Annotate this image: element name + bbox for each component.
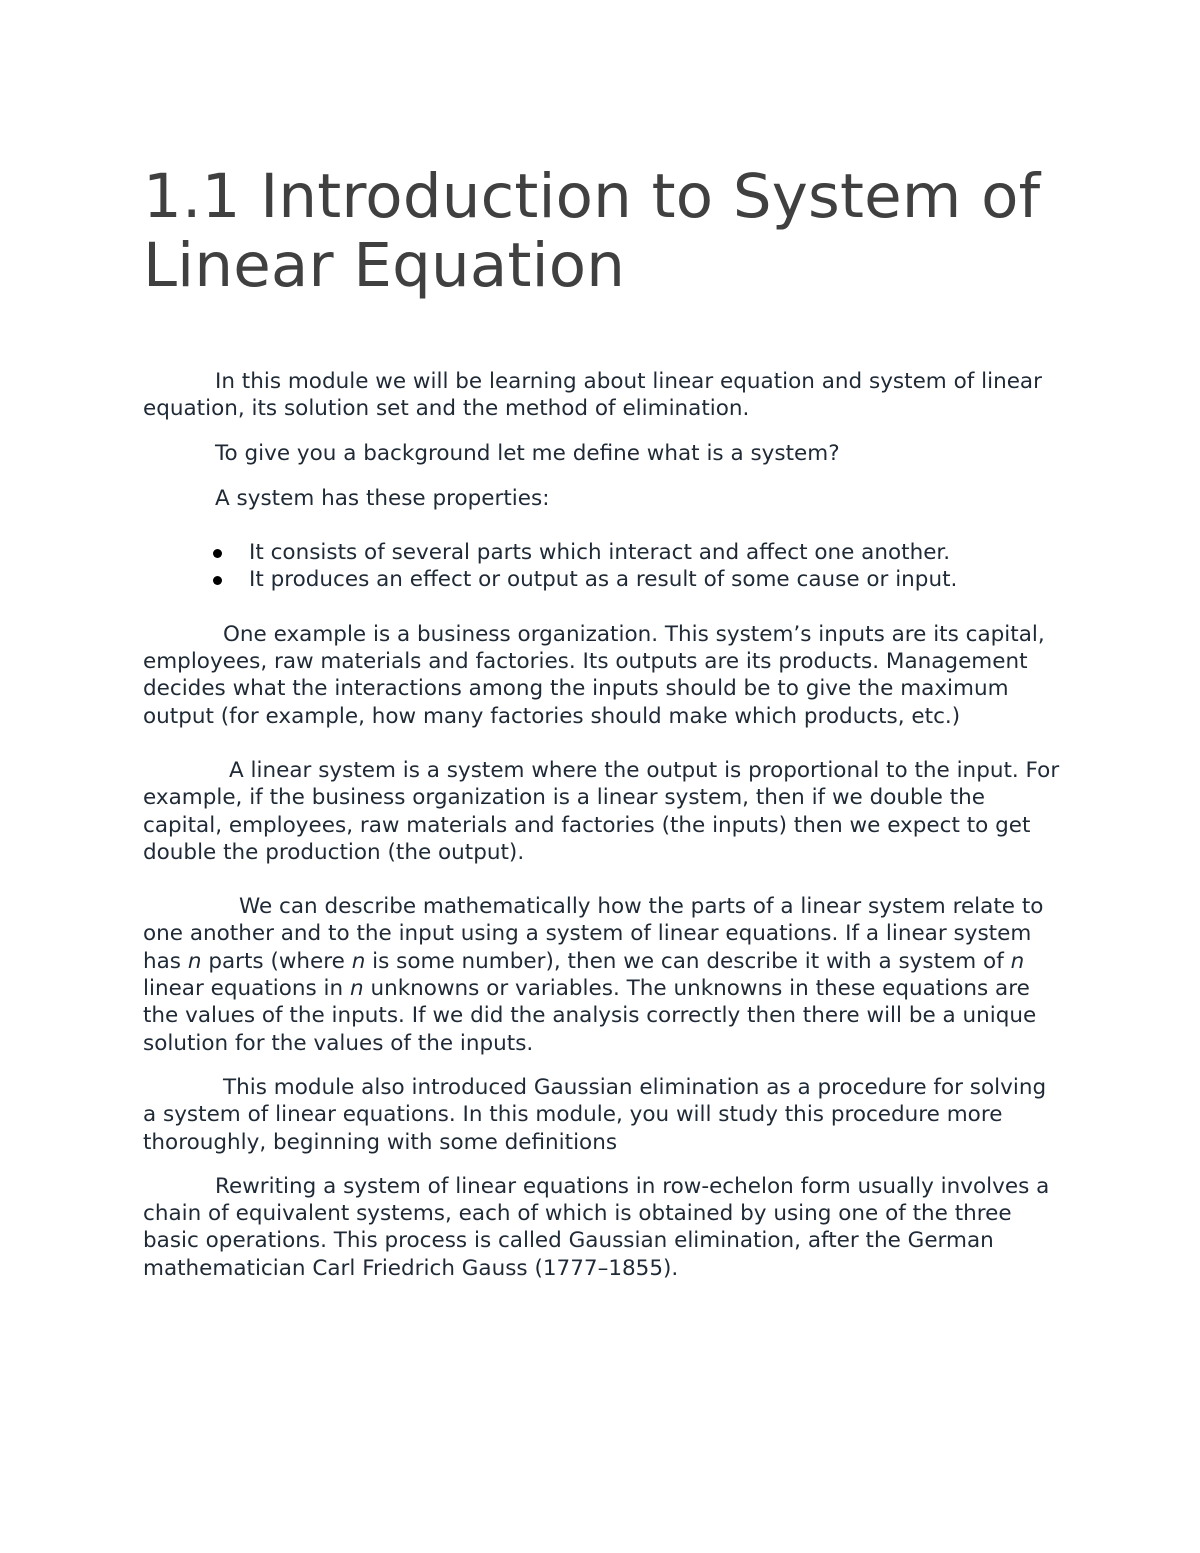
list-item-text: It produces an effect or output as a result of some cause or input. <box>249 567 958 593</box>
gaussian-intro-paragraph: This module also introduced Gaussian elimination as a procedure for solving a system of linear equations. In this module, you will study this procedure more thoroughly, beginning with some definitions <box>143 1074 1047 1155</box>
list-item-text: It consists of several parts which interact and affect one another. <box>249 540 951 566</box>
list-item <box>249 539 1063 566</box>
describe-text-a: We can describe mathematically how the parts of a linear system relate to one another and to the input using a system of linear equations. If a linear system has <box>143 894 1044 974</box>
bullet-icon <box>213 549 222 558</box>
rewriting-paragraph: Rewriting a system of linear equations in row-echelon form usually involves a chain of equivalent systems, each of which is obtained by using one of the three basic operations. This process is called Gaussian elimination, after the German mathematician Carl Friedrich Gauss (1777–1855). <box>143 1173 1050 1281</box>
describe-text-e: unknowns or variables. The unknowns in these equations are the values of the inputs. If we did the analysis correctly then there will be a unique solution for the values of the inputs. <box>143 976 1037 1056</box>
variable-n: n <box>187 948 202 974</box>
variable-n: n <box>349 976 364 1002</box>
background-paragraph: To give you a background let me define what is a system? <box>215 440 840 466</box>
bullet-icon <box>213 576 222 585</box>
page-title: 1.1 Introduction to System of Linear Equation <box>143 161 1041 301</box>
describe-text-c: is some number), then we can describe it with a system of <box>365 948 1011 974</box>
variable-n: n <box>351 948 366 974</box>
intro-paragraph: In this module we will be learning about linear equation and system of linear equation, its solution set and the method of elimination. <box>143 369 1042 422</box>
describe-text-b: parts (where <box>201 948 352 974</box>
document-body <box>143 368 1063 1282</box>
describe-paragraph <box>143 893 1063 1057</box>
example-paragraph: One example is a business organization. This system’s inputs are its capital, employees, raw materials and factories. Its outputs are its products. Management decides what the interactions among the inputs should be to give the maximum output (for example, how many factories should make which products, etc.) <box>143 621 1045 729</box>
properties-lead-paragraph: A system has these properties: <box>215 485 550 511</box>
describe-text-d: linear equations in <box>143 976 350 1002</box>
list-item <box>249 566 1063 593</box>
variable-n: n <box>1010 948 1025 974</box>
document-page <box>143 162 1063 1282</box>
properties-list <box>143 539 1063 594</box>
linear-system-paragraph: A linear system is a system where the output is proportional to the input. For example, if the business organization is a linear system, then if we double the capital, employees, raw materials and factories (the inputs) then we expect to get double the production (the output). <box>143 757 1060 865</box>
